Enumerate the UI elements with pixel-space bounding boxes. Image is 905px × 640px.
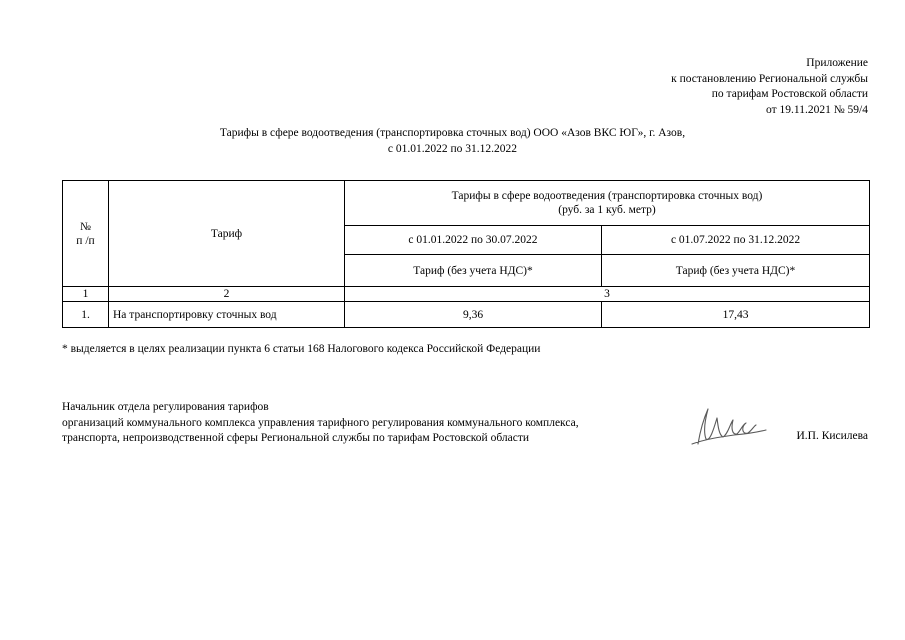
position-line-2: организаций коммунального комплекса управления тарифного регулирования коммунального комплекса, [62, 416, 579, 429]
header-group-cell [345, 181, 870, 226]
row-number: 1. [63, 302, 109, 328]
appendix-line-1: Приложение [806, 57, 868, 69]
tariff-table [62, 180, 870, 328]
footnote: * выделяется в целях реализации пункта 6 статьи 168 Налогового кодекса Российской Федерации [62, 343, 541, 355]
title-line-2: с 01.01.2022 по 31.12.2022 [387, 143, 518, 155]
document-title [0, 125, 905, 157]
row-value-2: 17,43 [602, 302, 870, 328]
header-number-cell [63, 181, 109, 287]
header-sub-1: Тариф (без учета НДС)* [345, 255, 602, 287]
header-period-2: с 01.07.2022 по 31.12.2022 [602, 226, 870, 255]
header-tariff-cell: Тариф [109, 181, 345, 287]
index-cell-1: 1 [63, 287, 109, 302]
title-line-1: Тарифы в сфере водоотведения (транспортировка сточных вод) ООО «Азов ВКС ЮГ», г. Азов, [219, 127, 686, 139]
signature-block [62, 400, 579, 447]
header-group-line-1: Тарифы в сфере водоотведения (транспортировка сточных вод) [451, 190, 763, 202]
header-group-line-2: (руб. за 1 куб. метр) [558, 204, 656, 216]
row-value-1: 9,36 [345, 302, 602, 328]
header-period-1: с 01.01.2022 по 30.07.2022 [345, 226, 602, 255]
signer-name: И.П. Кисилева [796, 430, 868, 442]
appendix-header [671, 56, 868, 118]
row-name: На транспортировку сточных вод [109, 302, 345, 328]
index-cell-2: 2 [109, 287, 345, 302]
appendix-line-3: по тарифам Ростовской области [711, 88, 868, 100]
index-cell-3: 3 [345, 287, 870, 302]
header-sub-2: Тариф (без учета НДС)* [602, 255, 870, 287]
position-line-1: Начальник отдела регулирования тарифов [62, 401, 269, 413]
position-line-3: транспорта, непроизводственной сферы Региональной службы по тарифам Ростовской области [62, 432, 530, 444]
header-number-line-2: п /п [76, 234, 95, 247]
table-row [63, 302, 870, 328]
handwritten-signature-icon [688, 404, 768, 450]
appendix-line-4: от 19.11.2021 № 59/4 [766, 103, 868, 116]
header-number-line-1: № [80, 220, 91, 233]
appendix-line-2: к постановлению Региональной службы [671, 72, 868, 85]
